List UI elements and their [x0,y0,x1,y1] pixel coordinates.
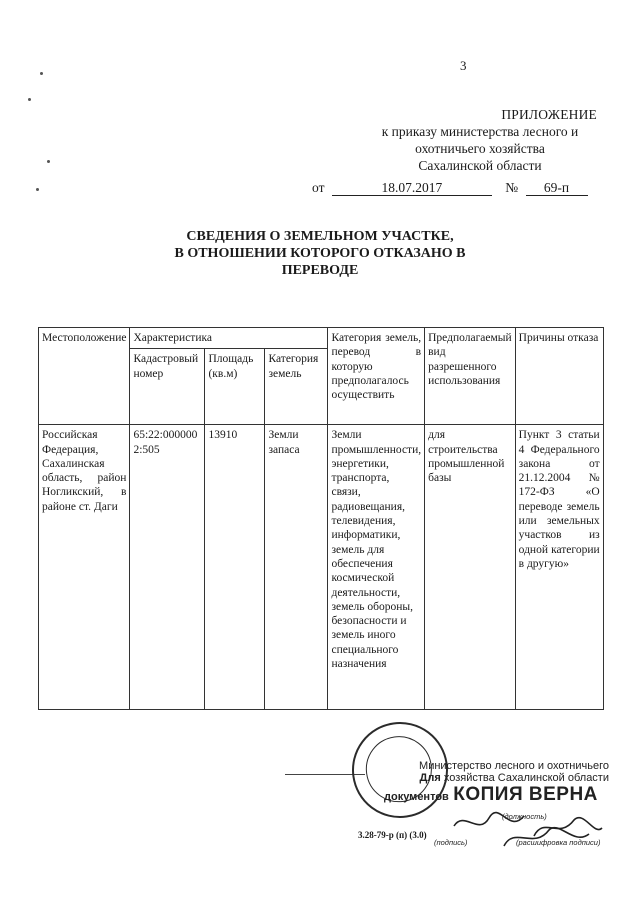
cell-reasons: Пункт 3 статьи 4 Федерального закона от 21.12.2004 № 172-ФЗ «О переводе земель или земельных участков из одной категории в другую» [515,425,603,710]
title-line: ПЕРЕВОДЕ [281,263,359,278]
position-caption: (должность) [502,812,547,821]
cell-intended-use: для строительства промышленной базы [425,425,516,710]
appendix-title: ПРИЛОЖЕНИЕ [501,107,597,122]
from-label: от [312,180,325,195]
table-row [39,425,604,710]
header-land-category: Категория земель [265,349,328,425]
header-cadastral: Кадастровый номер [130,349,205,425]
stamp-line [384,772,609,784]
cell-area: 13910 [205,425,265,710]
page-number: 3 [460,58,467,73]
header-target-category: Категория земель, перевод в которую предполагалось осуществить [328,328,425,425]
signature-caption: (подпись) [434,838,468,847]
stamp-documents-label: документов [384,791,449,803]
cell-target-category: Земли промышленности, энергетики, транспорта, связи, радиовещания, телевидения, информатики, земель для обеспечения космической деятельности, земель обороны, безопасности и земель иного специального назначения [328,425,425,710]
scan-speck [40,72,43,75]
appendix-line: Сахалинской области [418,158,542,173]
stamp-line: Министерство лесного и охотничьего [419,760,609,772]
appendix-header [330,106,630,174]
stamp-for-label: Для [419,772,441,784]
header-reasons: Причины отказа [515,328,603,425]
title-line: В ОТНОШЕНИИ КОТОРОГО ОТКАЗАНО В [174,246,466,261]
title-line: СВЕДЕНИЯ О ЗЕМЕЛЬНОМ УЧАСТКЕ, [186,229,454,244]
decode-caption: (расшифровка подписи) [516,838,601,847]
land-plot-table [38,327,604,710]
appendix-line: к приказу министерства лесного и [381,124,579,139]
number-label: № [505,180,519,195]
stamp-line: хозяйства Сахалинской области [443,772,609,784]
scan-speck [47,160,50,163]
header-location: Местоположение [39,328,130,425]
cell-land-category: Земли запаса [265,425,328,710]
header-area: Площадь (кв.м) [205,349,265,425]
appendix-line: охотничьего хозяйства [415,141,545,156]
header-characteristic: Характеристика [130,328,328,349]
stamp-copy-label: КОПИЯ ВЕРНА [453,784,598,805]
cell-cadastral: 65:22:0000002:505 [130,425,205,710]
order-reference [312,180,588,196]
scan-speck [28,98,31,101]
page-title [150,228,490,279]
scan-speck [36,188,39,191]
cell-location: Российская Федерация, Сахалинская область, район Ногликский, в районе ст. Даги [39,425,130,710]
order-number: 69-п [526,181,588,196]
document-code: 3.28-79-р (п) (3.0) [358,830,427,840]
header-intended-use: Предполагаемый вид разрешенного использования [425,328,516,425]
order-date: 18.07.2017 [332,181,492,196]
stamp-copy-line [384,784,609,806]
